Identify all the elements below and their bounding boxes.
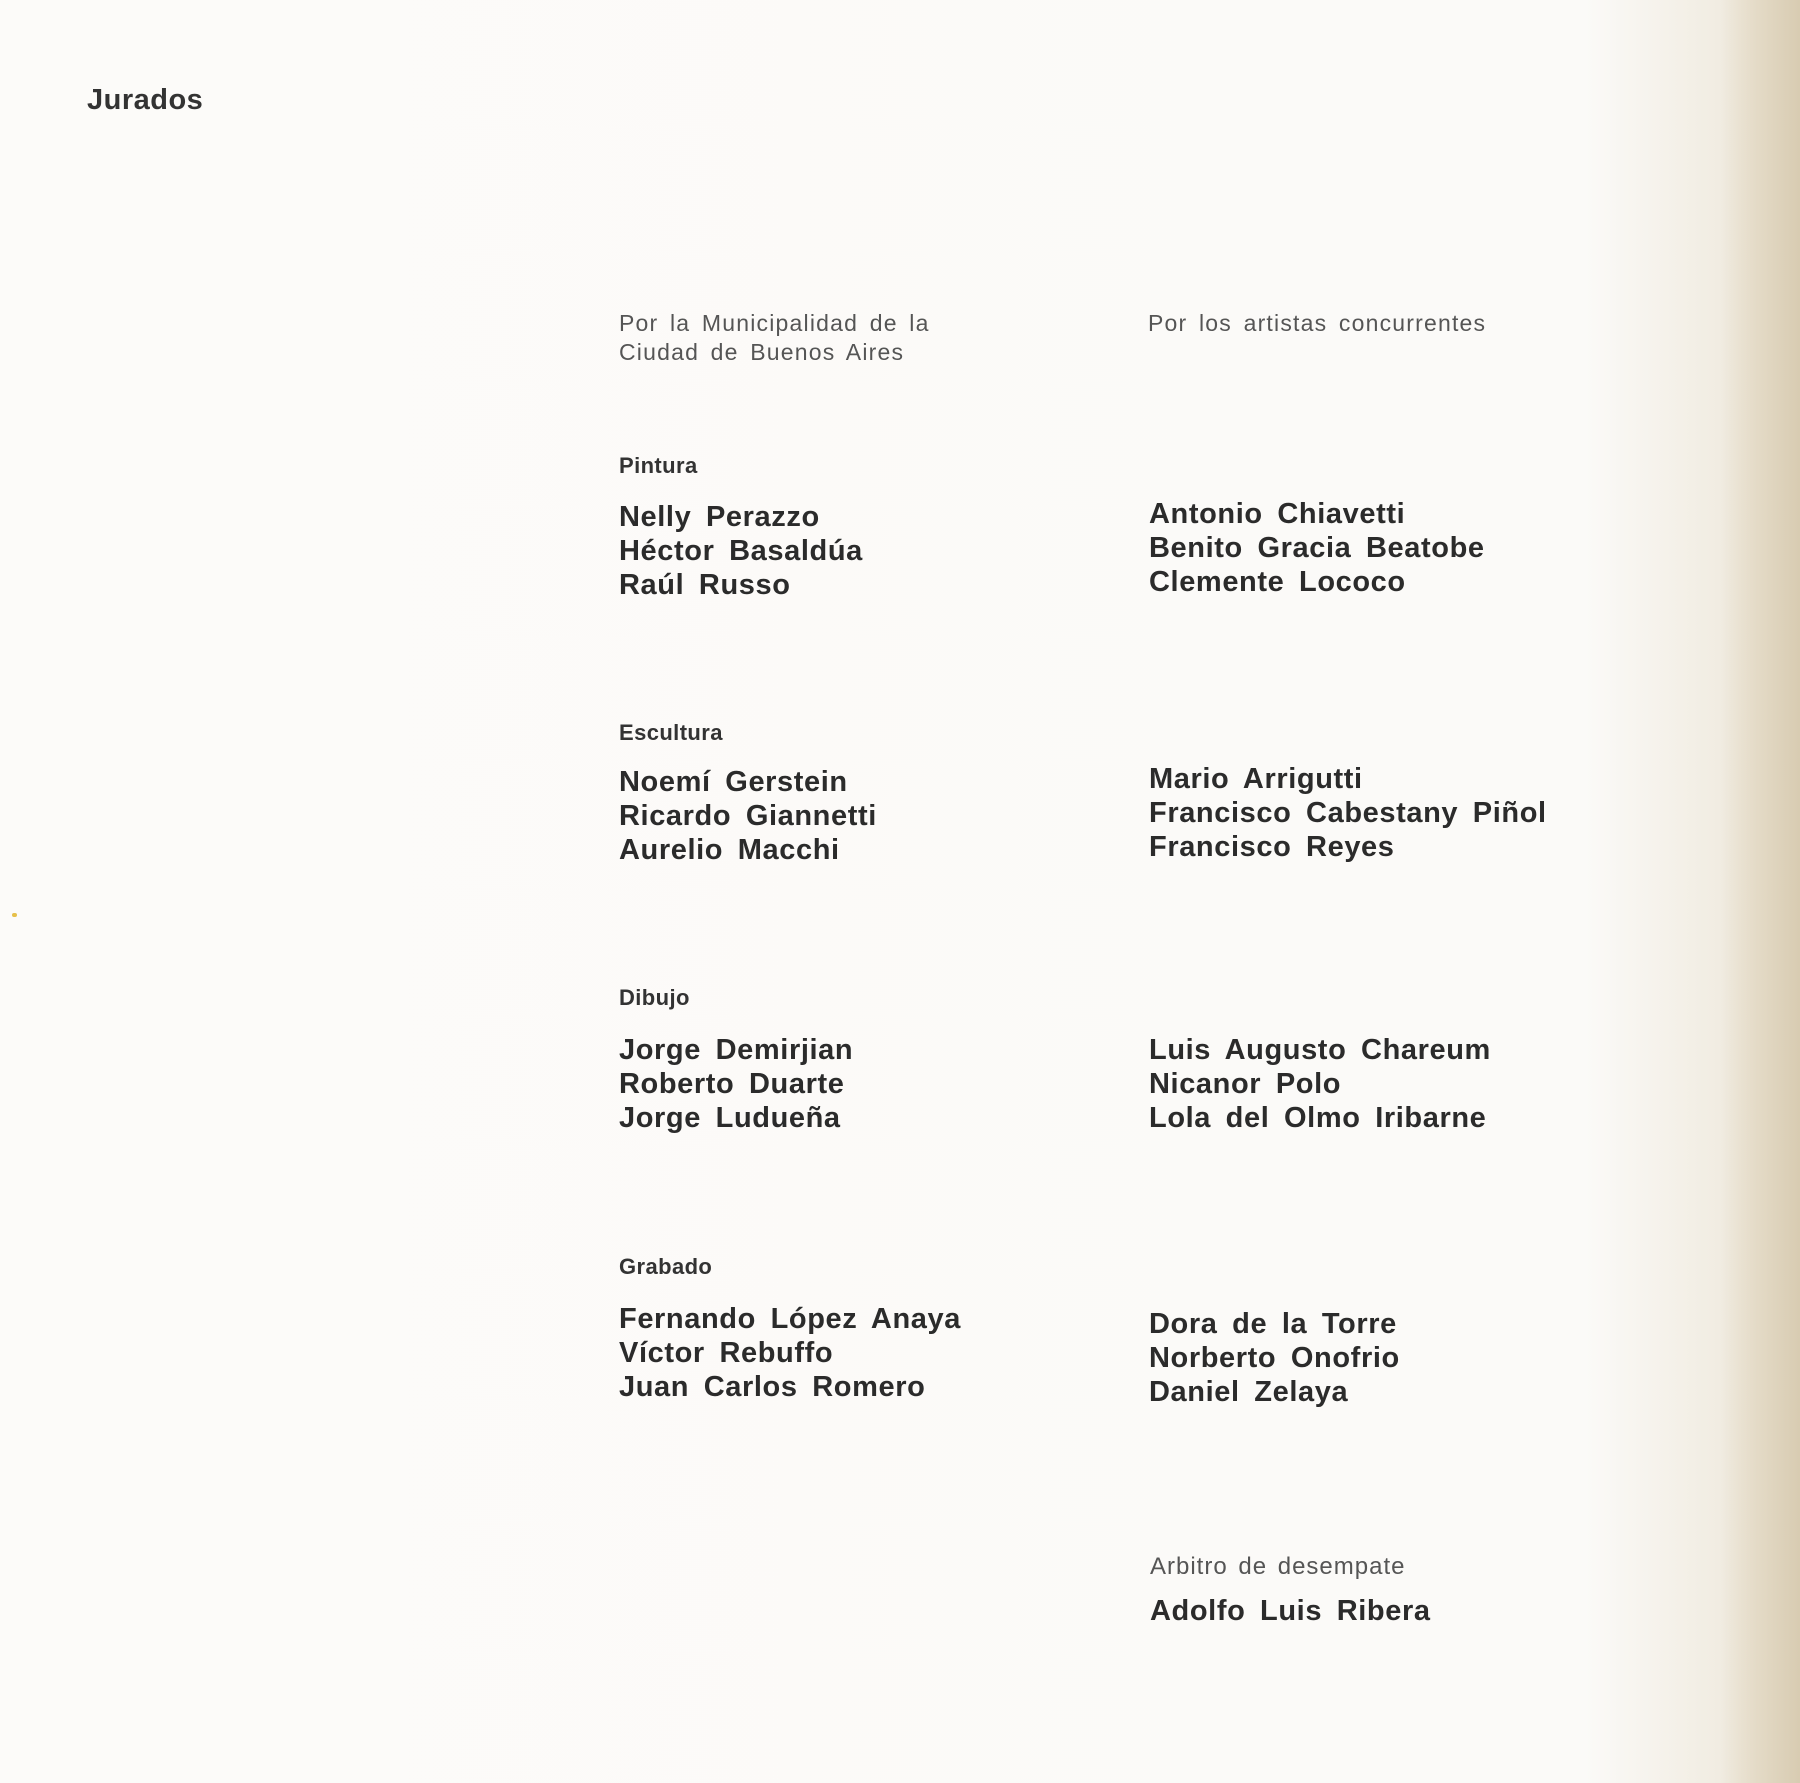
jury-member: Norberto Onofrio <box>1149 1342 1400 1374</box>
jury-member: Benito Gracia Beatobe <box>1149 532 1485 564</box>
jury-member: Francisco Reyes <box>1149 831 1395 863</box>
jury-member: Raúl Russo <box>619 569 791 601</box>
jury-member: Ricardo Giannetti <box>619 800 877 832</box>
jury-list-artistas-escultura <box>1149 762 1547 864</box>
jury-member: Luis Augusto Chareum <box>1149 1034 1491 1066</box>
jury-member: Juan Carlos Romero <box>619 1371 926 1403</box>
jury-member: Víctor Rebuffo <box>619 1337 834 1369</box>
column-header-municipalidad: Por la Municipalidad de la Ciudad de Buenos Aires <box>619 310 930 365</box>
category-escultura: Escultura <box>619 720 723 745</box>
tiebreaker-label: Arbitro de desempate <box>1150 1553 1406 1580</box>
jury-member: Antonio Chiavetti <box>1149 498 1406 530</box>
jury-member: Héctor Basaldúa <box>619 535 863 567</box>
jury-member: Nelly Perazzo <box>619 501 820 533</box>
page-heading: Jurados <box>87 84 204 116</box>
jury-list-municipalidad-escultura <box>619 765 877 867</box>
jury-member: Dora de la Torre <box>1149 1308 1397 1340</box>
jury-list-municipalidad-grabado <box>619 1302 961 1404</box>
jury-member: Francisco Cabestany Piñol <box>1149 797 1547 829</box>
jury-list-artistas-grabado <box>1149 1307 1400 1409</box>
jury-member: Daniel Zelaya <box>1149 1376 1349 1408</box>
jury-member: Noemí Gerstein <box>619 766 848 798</box>
jury-list-artistas-dibujo <box>1149 1033 1491 1135</box>
jury-member: Aurelio Macchi <box>619 834 840 866</box>
jury-member: Mario Arrigutti <box>1149 763 1363 795</box>
jury-member: Roberto Duarte <box>619 1068 845 1100</box>
jury-member: Jorge Demirjian <box>619 1034 854 1066</box>
jury-list-municipalidad-dibujo <box>619 1033 853 1135</box>
jury-list-artistas-pintura <box>1149 497 1485 599</box>
jury-member: Nicanor Polo <box>1149 1068 1342 1100</box>
column-header-artistas: Por los artistas concurrentes <box>1148 310 1487 336</box>
jury-member: Clemente Lococo <box>1149 566 1406 598</box>
jury-member: Jorge Ludueña <box>619 1102 841 1134</box>
jury-member: Lola del Olmo Iribarne <box>1149 1102 1487 1134</box>
category-grabado: Grabado <box>619 1254 713 1279</box>
category-dibujo: Dibujo <box>619 985 690 1010</box>
tiebreaker-name: Adolfo Luis Ribera <box>1150 1595 1431 1627</box>
category-pintura: Pintura <box>619 453 698 478</box>
book-spine-shadow <box>1720 0 1800 1783</box>
jury-list-municipalidad-pintura <box>619 500 863 602</box>
paper-speck <box>12 913 17 917</box>
jury-member: Fernando López Anaya <box>619 1303 961 1335</box>
